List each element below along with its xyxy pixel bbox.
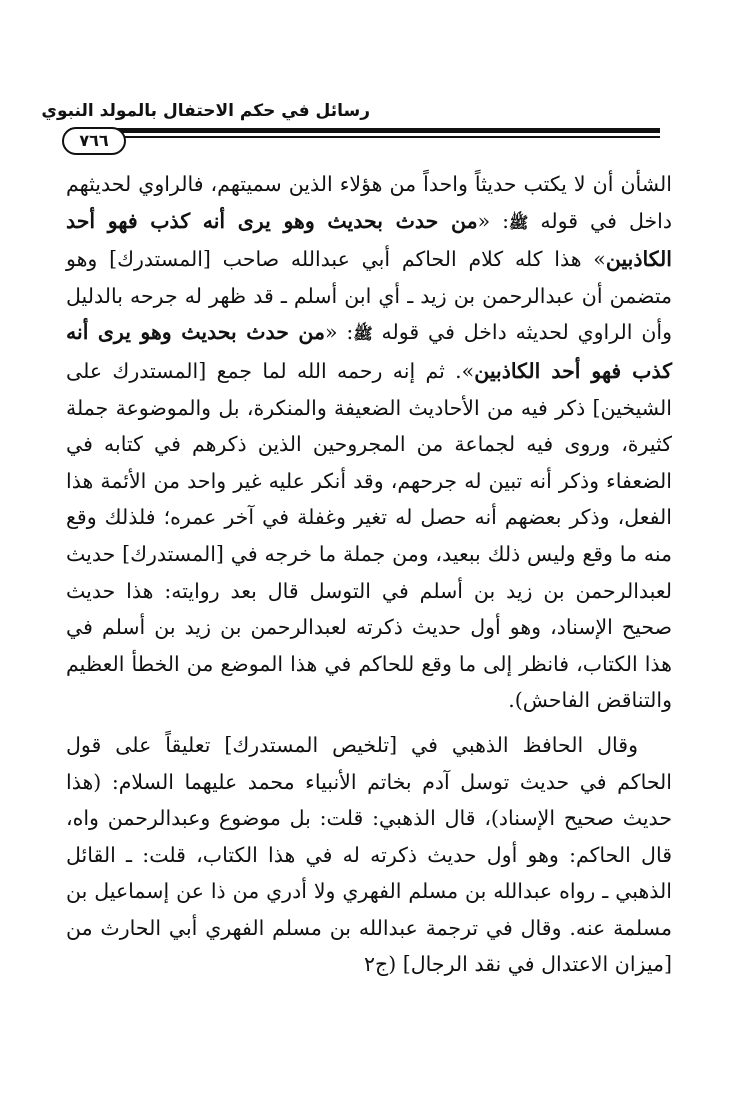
paragraph-1-text-3: » هذا كله كلام الحاكم أبي عبدالله صاحب [المستدرك] وهو متضمن أن عبدالرحمن بن زيد ـ أي ابن أسلم ـ قد ظهر له جرحه بالدليل وأن الراوي لحديثه داخل في قوله — [66, 247, 672, 345]
paragraph-1-text-2: : « — [477, 208, 510, 233]
hadith-quote-1: من حدث بحديث وهو يرى أنه كذب فهو أحد الكاذبين — [66, 208, 672, 272]
paragraph-2: وقال الحافظ الذهبي في [تلخيص المستدرك] تعليقاً على قول الحاكم في حديث توسل آدم بخاتم الأنبياء محمد عليهما السلام: (هذا حديث صحيح الإسناد)، قال الذهبي: قلت: بل موضوع وعبدالرحمن واه، قال الحاكم: وهو أول حديث ذكرته له في هذا الكتاب، قلت: ـ القائل الذهبي ـ رواه عبدالله بن مسلم الفهري ولا أدري من ذا عن إسماعيل بن مسلمة عنه. وقال في ترجمة عبدالله بن مسلم الفهري أبي الحارث من [ميزان الاعتدال في نقد الرجال] (ج٢ — [66, 732, 672, 977]
pbuh-honorific-2: ﷺ — [353, 324, 373, 344]
body-text — [66, 166, 672, 983]
pbuh-honorific-1: ﷺ — [509, 212, 529, 232]
paragraph-1-text-4: : « — [325, 320, 354, 345]
page-number: ٧٦٦ — [62, 127, 126, 155]
header-rule-thick — [70, 128, 660, 133]
paragraph-1 — [66, 166, 672, 719]
paragraph-1-text-5: ». ثم إنه رحمه الله لما جمع [المستدرك على الشيخين] ذكر فيه من الأحاديث الضعيفة والمنكرة، بل والموضوعة جملة كثيرة، وروى فيه لجماعة من المجروحين الذين ذكرهم في كتابه في الضعفاء وذكر أنه تبين له جرحهم، وقد أنكر عليه غير واحد من الأئمة هذا الفعل، وذكر بعضهم أنه حصل له تغير وغفلة في آخر عمره؛ فلذلك وقع منه ما وقع وليس ذلك ببعيد، ومن جملة ما خرجه في [المستدرك] حديث لعبدالرحمن بن زيد بن أسلم في التوسل قال بعد روايته: هذا حديث صحيح الإسناد، وهو أول حديث ذكرته لعبدالرحمن بن زيد بن أسلم في هذا الكتاب، فانظر إلى ما وقع للحاكم في هذا الموضع من الخطأ العظيم والتناقض الفاحش). — [66, 358, 672, 713]
running-title: رسائل في حكم الاحتفال بالمولد النبوي — [41, 101, 370, 121]
header-rule-thin — [70, 136, 660, 138]
paragraph-1-text-1: الشأن أن لا يكتب حديثاً واحداً من هؤلاء الذين سميتهم، فالراوي لحديثهم داخل في قوله — [66, 172, 672, 233]
hadith-quote-2: من حدث بحديث وهو يرى أنه كذب فهو أحد الكاذبين — [66, 320, 672, 383]
